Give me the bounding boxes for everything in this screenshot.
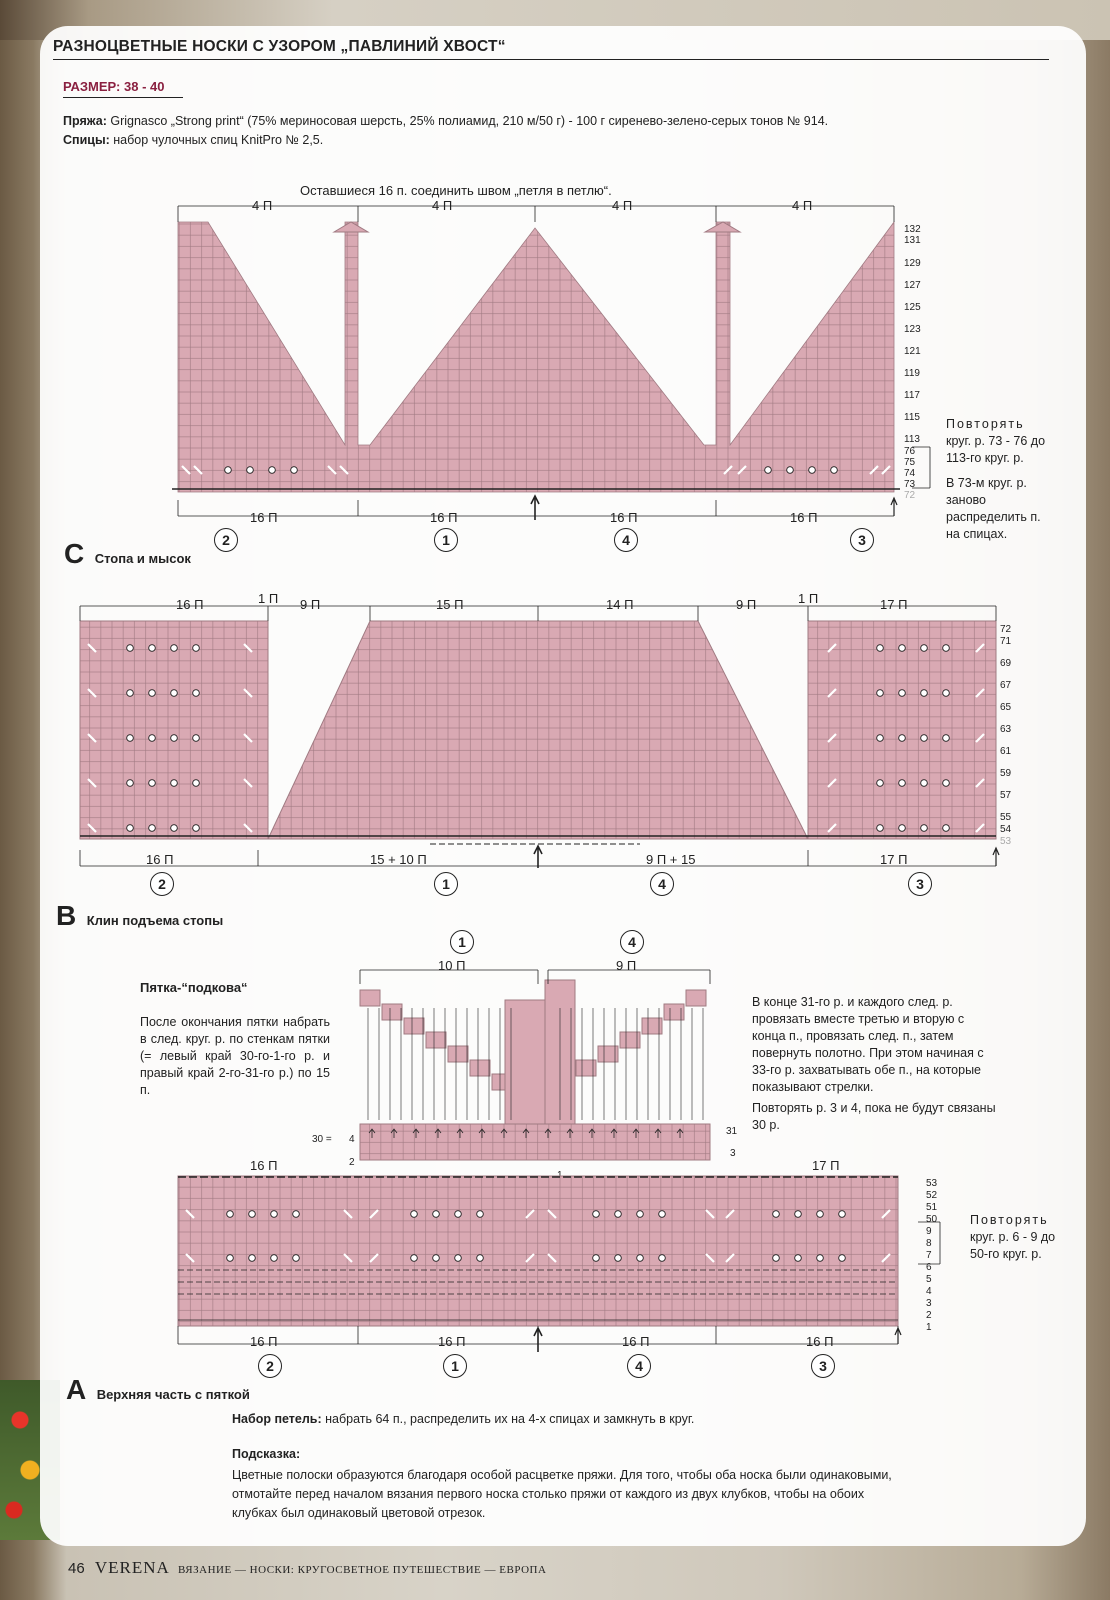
chart-b-needle-1: 1 bbox=[434, 872, 458, 896]
cast-on-text: набрать 64 п., распределить их на 4-х спицах и замкнуть в круг. bbox=[321, 1412, 695, 1426]
cast-on bbox=[232, 1410, 1032, 1429]
heel-row-30: 30 = bbox=[312, 1134, 332, 1145]
chart-c-row-76: 76 bbox=[904, 446, 916, 457]
chart-a-0-yo bbox=[249, 1211, 256, 1218]
chart-a-0-yo bbox=[293, 1211, 300, 1218]
chart-b-bottom-label-1: 16 П bbox=[146, 852, 174, 867]
chart-a-row-2: 2 bbox=[926, 1310, 932, 1321]
chart-a-1-yo bbox=[455, 1255, 462, 1262]
chart-a-needle-2: 2 bbox=[258, 1354, 282, 1378]
chart-b-top-label-8: 17 П bbox=[880, 597, 908, 612]
chart-b-row-54: 54 bbox=[1000, 824, 1012, 835]
chart-a-1-yo bbox=[293, 1255, 300, 1262]
chart-a-0-yo bbox=[455, 1211, 462, 1218]
chart-a-0-yo bbox=[659, 1211, 666, 1218]
chart-c-row-117: 117 bbox=[904, 390, 920, 401]
yarn-text: Grignasco „Strong print“ (75% мериносовая шерсть, 25% полиамид, 210 м/50 г) - 100 г сиренево-зелено-серых тонов № 914. bbox=[106, 114, 829, 128]
chart-c-top-label-2: 4 П bbox=[432, 198, 453, 213]
chart-a-1-yo bbox=[637, 1255, 644, 1262]
chart-c-row-75: 75 bbox=[904, 457, 916, 468]
chart-a-bottom-label-1: 16 П bbox=[250, 1334, 278, 1349]
chart-c-row-115: 115 bbox=[904, 412, 920, 423]
chart-c-row-121: 121 bbox=[904, 346, 921, 357]
chart-b-row-72: 72 bbox=[1000, 624, 1012, 635]
heel-left-step-0 bbox=[360, 990, 380, 1006]
chart-c-bottom-label-1: 16 П bbox=[250, 510, 278, 525]
heel-row-31: 31 bbox=[726, 1126, 738, 1137]
chart-a-side-note bbox=[970, 1212, 1070, 1263]
chart-b-needle-2: 2 bbox=[150, 872, 174, 896]
heel-row-4: 4 bbox=[349, 1134, 355, 1145]
chart-b-row-63: 63 bbox=[1000, 724, 1012, 735]
chart-a-1-yo bbox=[271, 1255, 278, 1262]
chart-a-end-arrow bbox=[895, 1328, 901, 1344]
chart-a-start-arrow bbox=[534, 1328, 542, 1352]
chart-a-0-yo bbox=[593, 1211, 600, 1218]
chart-a-0-yo bbox=[227, 1211, 234, 1218]
heel-row-3: 3 bbox=[730, 1148, 736, 1159]
heel-note-text: В конце 31-го р. и каждого след. р. провязать вместе третью и вторую с конца п., провязать след. п., затем повернуть полотно. При этом начиная с 33-го р. захватывать обе п., на которые показывают стрелки. bbox=[752, 995, 984, 1094]
chart-a-1-yo bbox=[817, 1255, 824, 1262]
chart-b-letter: B bbox=[56, 900, 77, 931]
chart-b-top-label-3: 9 П bbox=[300, 597, 321, 612]
footer-brand: VERENA bbox=[94, 1558, 170, 1577]
chart-a-row-1: 1 bbox=[926, 1322, 932, 1333]
chart-a-side-title: Повторять bbox=[970, 1213, 1049, 1227]
chart-b-top-label-1: 16 П bbox=[176, 597, 204, 612]
chart-b-row-55: 55 bbox=[1000, 812, 1012, 823]
chart-b-needle-3: 3 bbox=[908, 872, 932, 896]
chart-c-needle-4: 4 bbox=[614, 528, 638, 552]
chart-b-bottom-label-4: 17 П bbox=[880, 852, 908, 867]
chart-c-name: Стопа и мысок bbox=[94, 551, 191, 566]
chart-c-needle-2: 2 bbox=[214, 528, 238, 552]
chart-c-row-127: 127 bbox=[904, 280, 921, 291]
chart-a-body bbox=[178, 1176, 898, 1326]
chart-a-row-7: 7 bbox=[926, 1250, 932, 1261]
chart-b-name: Клин подъема стопы bbox=[86, 913, 224, 928]
heel-right-step-0 bbox=[686, 990, 706, 1006]
chart-a-1-yo bbox=[411, 1255, 418, 1262]
chart-c-row-74: 74 bbox=[904, 468, 916, 479]
chart-a-row-8: 8 bbox=[926, 1238, 932, 1249]
chart-c-needle-3: 3 bbox=[850, 528, 874, 552]
chart-b-row-53: 53 bbox=[1000, 836, 1012, 847]
chart-c-side-title: Повторять bbox=[946, 417, 1025, 431]
chart-b-top-label-6: 9 П bbox=[736, 597, 757, 612]
chart-a-1-yo bbox=[227, 1255, 234, 1262]
chart-c-row-123: 123 bbox=[904, 324, 921, 335]
heel-left-step-1 bbox=[382, 1004, 402, 1020]
chart-a-1-yo bbox=[773, 1255, 780, 1262]
chart-b-row-65: 65 bbox=[1000, 702, 1012, 713]
heel-needle-4: 4 bbox=[620, 930, 644, 954]
heel-left-step-2 bbox=[404, 1018, 424, 1034]
yarn-label: Пряжа: bbox=[63, 114, 107, 128]
hint-text: Цветные полоски образуются благодаря особой расцветке пряжи. Для того, чтобы оба носка были одинаковыми, отмотайте перед началом вязания первого носка столько пряжи от каждого из двух клубков, чтобы на обоих клубках был одинаковый цветовой отрезок. bbox=[232, 1468, 892, 1520]
footer-page-number: 46 bbox=[68, 1560, 85, 1577]
chart-a-1-yo bbox=[593, 1255, 600, 1262]
chart-a-top-label-1: 16 П bbox=[250, 1158, 278, 1173]
chart-b-row-67: 67 bbox=[1000, 680, 1012, 691]
cast-on-label: Набор петель: bbox=[232, 1412, 322, 1426]
chart-a-0-yo bbox=[773, 1211, 780, 1218]
chart-a-0-yo bbox=[615, 1211, 622, 1218]
chart-a-top-label-2: 17 П bbox=[812, 1158, 840, 1173]
heel-left-step-5 bbox=[470, 1060, 490, 1076]
chart-a-row-9: 9 bbox=[926, 1226, 932, 1237]
needles-text: набор чулочных спиц KnitPro № 2,5. bbox=[109, 133, 324, 147]
chart-a-needle-4: 4 bbox=[627, 1354, 651, 1378]
chart-a-row-6: 6 bbox=[926, 1262, 932, 1273]
chart-c-bottom-label-2: 16 П bbox=[430, 510, 458, 525]
chart-a-0-yo bbox=[637, 1211, 644, 1218]
chart-a-row-5: 5 bbox=[926, 1274, 932, 1285]
chart-c-row-119: 119 bbox=[904, 368, 920, 379]
chart-c-side-text: круг. р. 73 - 76 до 113-го круг. р. bbox=[946, 434, 1046, 465]
chart-a-row-50: 50 bbox=[926, 1214, 938, 1225]
chart-a-1-yo bbox=[795, 1255, 802, 1262]
chart-a-bottom-label-3: 16 П bbox=[622, 1334, 650, 1349]
chart-c-row-132: 132 bbox=[904, 224, 921, 235]
chart-a-1-yo bbox=[433, 1255, 440, 1262]
chart-c-bottom-label-4: 16 П bbox=[790, 510, 818, 525]
chart-c-row-73: 73 bbox=[904, 479, 916, 490]
chart-c-side-text-2: В 73-м круг. р. заново распределить п. на спицах. bbox=[946, 476, 1041, 541]
chart-b-top-label-2: 1 П bbox=[258, 591, 279, 606]
chart-c-top-label-3: 4 П bbox=[612, 198, 633, 213]
chart-b-bottom-label-3: 9 П + 15 bbox=[646, 852, 696, 867]
chart-c-row-131: 131 bbox=[904, 235, 921, 246]
chart-a-needle-3: 3 bbox=[811, 1354, 835, 1378]
chart-a-0-yo bbox=[477, 1211, 484, 1218]
chart-c-row-129: 129 bbox=[904, 258, 921, 269]
chart-c-top-label-4: 4 П bbox=[792, 198, 813, 213]
chart-a-needle-1: 1 bbox=[443, 1354, 467, 1378]
chart-a-0-yo bbox=[411, 1211, 418, 1218]
hint-title: Подсказка: bbox=[232, 1447, 301, 1461]
footer-subtitle: ВЯЗАНИЕ — НОСКИ: КРУГОСВЕТНОЕ ПУТЕШЕСТВИЕ — ЕВРОПА bbox=[177, 1564, 547, 1576]
chart-b-row-61: 61 bbox=[1000, 746, 1012, 757]
heel-row-2: 2 bbox=[349, 1157, 355, 1168]
hint bbox=[232, 1445, 892, 1523]
chart-b-needle-4: 4 bbox=[650, 872, 674, 896]
chart-b-top-label-7: 1 П bbox=[798, 591, 819, 606]
heel-label-10: 10 П bbox=[438, 958, 466, 973]
chart-a-0-yo bbox=[839, 1211, 846, 1218]
chart-c-top-note: Оставшиеся 16 п. соединить швом „петля в петлю“. bbox=[300, 183, 612, 198]
chart-c-row-72: 72 bbox=[904, 490, 916, 501]
footer bbox=[68, 1558, 546, 1578]
chart-a-bottom-label-2: 16 П bbox=[438, 1334, 466, 1349]
chart-a-row-53: 53 bbox=[926, 1178, 938, 1189]
chart-a-0-yo bbox=[795, 1211, 802, 1218]
chart-a-1-yo bbox=[659, 1255, 666, 1262]
chart-a-1-yo bbox=[839, 1255, 846, 1262]
heel-left-step-4 bbox=[448, 1046, 468, 1062]
chart-a-letter: A bbox=[66, 1374, 87, 1405]
chart-c-row-125: 125 bbox=[904, 302, 921, 313]
chart-a-row-4: 4 bbox=[926, 1286, 932, 1297]
chart-a-0-yo bbox=[433, 1211, 440, 1218]
needles-label: Спицы: bbox=[63, 133, 110, 147]
chart-a-heading bbox=[66, 1374, 250, 1406]
chart-c-bottom-label-3: 16 П bbox=[610, 510, 638, 525]
heel-text: После окончания пятки набрать в след. круг. р. по стенкам пятки (= левый край 30-го-1-го р. и правый край 2-го-31-го р.) по 15 п. bbox=[140, 1015, 330, 1097]
chart-b-row-57: 57 bbox=[1000, 790, 1012, 801]
heel-title: Пятка-“подкова“ bbox=[140, 980, 248, 995]
chart-a-bottom-label-4: 16 П bbox=[806, 1334, 834, 1349]
heel-left-step-3 bbox=[426, 1032, 446, 1048]
chart-c-letter: C bbox=[64, 538, 85, 569]
heel-needle-1: 1 bbox=[450, 930, 474, 954]
chart-a-name: Верхняя часть с пяткой bbox=[96, 1387, 250, 1402]
size-label: РАЗМЕР: 38 - 40 bbox=[63, 79, 165, 94]
chart-b-row-69: 69 bbox=[1000, 658, 1012, 669]
chart-b-bottom-label-2: 15 + 10 П bbox=[370, 852, 427, 867]
chart-a-row-51: 51 bbox=[926, 1202, 938, 1213]
chart-a-1-yo bbox=[615, 1255, 622, 1262]
chart-a-side-text: круг. р. 6 - 9 до 50-го круг. р. bbox=[970, 1230, 1056, 1261]
chart-c-needle-1: 1 bbox=[434, 528, 458, 552]
chart-a-row-52: 52 bbox=[926, 1190, 938, 1201]
chart-b-top-label-4: 15 П bbox=[436, 597, 464, 612]
chart-b-row-71: 71 bbox=[1000, 636, 1012, 647]
chart-a-row-3: 3 bbox=[926, 1298, 932, 1309]
chart-a-0-yo bbox=[271, 1211, 278, 1218]
chart-b-row-59: 59 bbox=[1000, 768, 1012, 779]
chart-c-row-113: 113 bbox=[904, 434, 920, 445]
chart-a-0-yo bbox=[817, 1211, 824, 1218]
chart-a-1-yo bbox=[249, 1255, 256, 1262]
heel-label-9: 9 П bbox=[616, 958, 637, 973]
chart-a-1-yo bbox=[477, 1255, 484, 1262]
chart-c-top-label-1: 4 П bbox=[252, 198, 273, 213]
page-title: РАЗНОЦВЕТНЫЕ НОСКИ С УЗОРОМ „ПАВЛИНИЙ ХВОСТ“ bbox=[53, 38, 506, 55]
heel-note-text-2: Повторять р. 3 и 4, пока не будут связаны 30 р. bbox=[752, 1101, 996, 1132]
chart-b-top-label-5: 14 П bbox=[606, 597, 634, 612]
